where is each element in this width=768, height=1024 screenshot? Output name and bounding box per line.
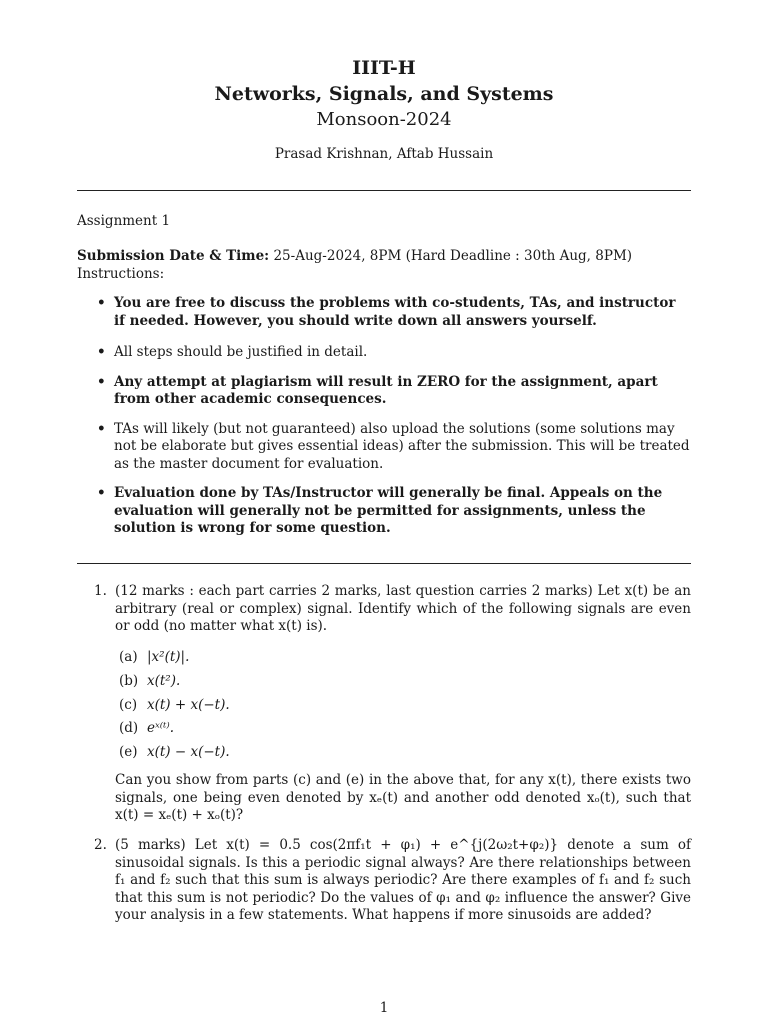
instruction-item: • TAs will likely (but not guaranteed) also upload the solutions (some solutions may not be elaborate but gives essential ideas) after the submission. This will be treated as the master document for evaluation. xyxy=(97,420,690,472)
question-1-followup: Can you show from parts (c) and (e) in the above that, for any x(t), there exists two signals, one being even denoted by xₑ(t) and another odd denoted xₒ(t), such that x(t) = xₑ(t) + xₒ(t)? xyxy=(115,772,691,823)
instruction-item: • Any attempt at plagiarism will result in ZERO for the assignment, apart from other academic consequences. xyxy=(97,373,658,407)
instruction-item: • You are free to discuss the problems with co-students, TAs, and instructor if needed. However, you should write down all answers yourself. xyxy=(97,295,676,329)
question-number: 1. xyxy=(94,583,107,599)
instructions-list xyxy=(97,295,691,538)
term-title: Monsoon-2024 xyxy=(316,109,452,130)
submission-line xyxy=(77,248,691,266)
question-1-parts xyxy=(119,649,679,768)
authors: Prasad Krishnan, Aftab Hussain xyxy=(274,146,494,162)
instruction-item: • All steps should be justified in detail. xyxy=(97,344,368,360)
question-part: (d) eˣ⁽ᵗ⁾. xyxy=(119,720,175,737)
question-2-text: (5 marks) Let x(t) = 0.5 cos(2πf₁t + φ₁) + e^{j(2ω₂t+φ₂)} denote a sum of sinusoidal signals. Is this a periodic signal always? Are there relationships between f₁ and f₂ such that this sum is always periodic? Are there examples of f₁ and f₂ such that this sum is not periodic? Do the values of φ₁ and φ₂ influence the answer? Give your analysis in a few statements. What happens if more sinusoids are added? xyxy=(115,837,691,923)
divider-bottom xyxy=(77,563,691,564)
question-1-intro: (12 marks : each part carries 2 marks, last question carries 2 marks) Let x(t) be an arbitrary (real or complex) signal. Identify which of the following signals are even or odd (no matter what x(t) is). xyxy=(115,583,691,634)
question-part: (e) x(t) − x(−t). xyxy=(119,744,230,761)
page-number: 1 xyxy=(379,1000,389,1016)
institute-title: IIIT-H xyxy=(352,57,416,79)
assignment-title: Assignment 1 xyxy=(77,213,171,229)
divider-top xyxy=(77,190,691,191)
question-part: (b) x(t²). xyxy=(119,672,181,689)
instructions-label: Instructions: xyxy=(77,266,165,282)
instruction-item: • Evaluation done by TAs/Instructor will generally be final. Appeals on the evaluation will generally not be permitted for assignments, unless the solution is wrong for some question. xyxy=(97,485,663,536)
submission-value: 25-Aug-2024, 8PM (Hard Deadline : 30th Aug, 8PM) xyxy=(273,248,633,264)
question-number: 2. xyxy=(94,837,107,853)
question-part: (c) x(t) + x(−t). xyxy=(119,696,230,713)
course-title: Networks, Signals, and Systems xyxy=(214,83,554,105)
question-part: (a) |x²(t)|. xyxy=(119,649,190,665)
submission-label: Submission Date & Time: xyxy=(77,248,270,264)
